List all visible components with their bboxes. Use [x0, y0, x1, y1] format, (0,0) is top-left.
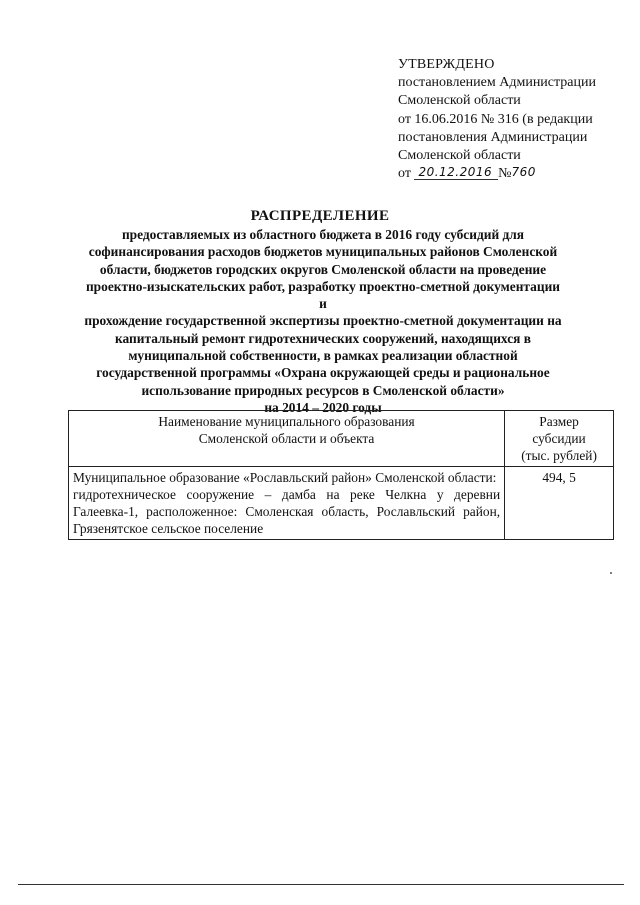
- approval-line: от 16.06.2016 № 316 (в редакции: [398, 111, 593, 127]
- subtitle-line: на 2014 – 2020 годы: [264, 399, 382, 415]
- subtitle-line: капитальный ремонт гидротехнических сооружений, находящихся в: [115, 330, 531, 346]
- header-line: субсидии: [532, 431, 586, 446]
- scan-speck: [610, 572, 612, 574]
- amendment-date-line: [398, 165, 633, 183]
- subtitle-line: государственной программы «Охрана окружающей среды и рациональное: [96, 365, 550, 381]
- handwritten-number: 760: [511, 165, 536, 180]
- number-sign: №: [498, 166, 512, 182]
- approval-line: постановлением Администрации: [398, 75, 596, 91]
- object-name-line: Муниципальное образование «Рославльский район» Смоленской области:: [73, 470, 497, 485]
- table-header-row: [69, 411, 614, 467]
- subtitle-line: прохождение государственной экспертизы проектно-сметной документации на: [84, 313, 562, 329]
- header-line: Наименование муниципального образования: [158, 414, 415, 429]
- subtitle-line: софинансирования расходов бюджетов муниципальных районов Смоленской: [88, 244, 558, 260]
- subsidy-table: [68, 410, 614, 540]
- approval-line: Смоленской области: [398, 93, 521, 109]
- handwritten-date: 20.12.2016: [414, 166, 498, 180]
- approval-title: УТВЕРЖДЕНО: [398, 57, 495, 72]
- subsidy-amount-cell: 494, 5: [505, 467, 614, 540]
- bottom-rule: [18, 884, 624, 885]
- table-row: [69, 467, 614, 540]
- column-header-name: [69, 411, 505, 467]
- subtitle-line: муниципальной собственности, в рамках реализации областной: [128, 348, 518, 364]
- header-line: (тыс. рублей): [521, 448, 597, 463]
- document-title: РАСПРЕДЕЛЕНИЕ: [250, 208, 390, 224]
- subtitle-line: использование природных ресурсов в Смоленской области»: [141, 382, 505, 398]
- column-header-amount: [505, 411, 614, 467]
- object-name-line: гидротехническое сооружение – дамба на реке Челкна у деревни Галеевка-1, расположенное: Смоленская область, Рославльский район, Грязенятское сельское поселение: [73, 487, 501, 536]
- document-subtitle: [84, 226, 562, 416]
- subtitle-line: проектно-изыскательских работ, разработку проектно-сметной документации и: [85, 278, 561, 312]
- subtitle-line: предоставляемых из областного бюджета в 2016 году субсидий для: [121, 227, 525, 242]
- date-prefix: от: [398, 166, 411, 182]
- object-name-cell: [69, 467, 505, 540]
- subtitle-line: области, бюджетов городских округов Смоленской области на проведение: [99, 261, 547, 277]
- approval-line: Смоленской области: [398, 148, 521, 164]
- approval-line: постановления Администрации: [398, 129, 588, 145]
- header-line: Смоленской области и объекта: [198, 431, 375, 446]
- header-line: Размер: [539, 414, 579, 429]
- approval-block: [398, 56, 633, 183]
